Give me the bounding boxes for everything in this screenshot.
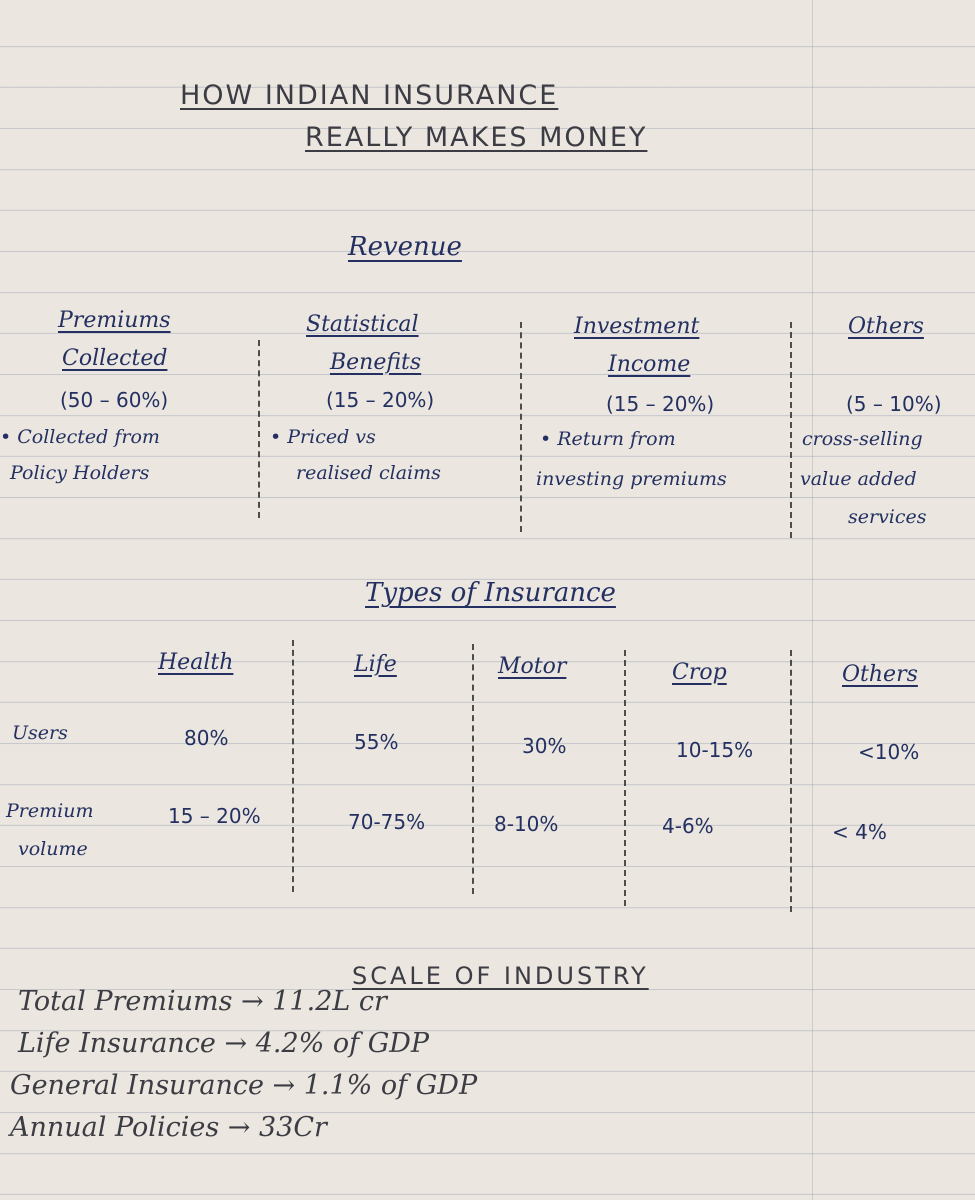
types-row-2-health: 15 – 20% bbox=[168, 804, 261, 828]
types-row-2-label-line-2: volume bbox=[18, 838, 88, 860]
revenue-col-4-note-3: services bbox=[848, 506, 927, 528]
revenue-col-2-note-1: • Priced vs bbox=[270, 426, 376, 448]
revenue-col-3-note-2: investing premiums bbox=[536, 468, 727, 490]
revenue-col-4-note-2: value added bbox=[800, 468, 917, 490]
types-col-others: Others bbox=[842, 662, 918, 687]
scale-heading: SCALE OF INDUSTRY bbox=[352, 962, 649, 990]
types-row-1-life: 55% bbox=[354, 730, 399, 754]
revenue-col-1-note-2: Policy Holders bbox=[10, 462, 150, 484]
types-row-2-crop: 4-6% bbox=[662, 814, 714, 838]
types-col-motor: Motor bbox=[498, 654, 567, 679]
revenue-divider-1 bbox=[258, 340, 260, 518]
revenue-col-2-name-line-1: Statistical bbox=[306, 312, 419, 337]
types-row-2-life: 70-75% bbox=[348, 810, 426, 834]
revenue-col-2-share: (15 – 20%) bbox=[326, 388, 435, 412]
revenue-col-1-name-line-2: Collected bbox=[62, 346, 168, 371]
revenue-col-2-name-line-2: Benefits bbox=[330, 350, 422, 375]
scale-line-total-premiums: Total Premiums → 11.2L cr bbox=[18, 986, 387, 1017]
types-row-2-others: < 4% bbox=[832, 820, 887, 844]
types-col-life: Life bbox=[354, 652, 397, 677]
types-divider-1 bbox=[292, 640, 294, 892]
types-col-health: Health bbox=[158, 650, 234, 675]
revenue-col-4-note-1: cross-selling bbox=[802, 428, 923, 450]
title-line-1: HOW INDIAN INSURANCE bbox=[180, 80, 559, 111]
revenue-divider-3 bbox=[790, 322, 792, 538]
revenue-heading: Revenue bbox=[348, 232, 462, 262]
revenue-col-1-note-1: • Collected from bbox=[0, 426, 160, 448]
revenue-col-3-name-line-1: Investment bbox=[574, 314, 700, 339]
types-row-1-health: 80% bbox=[184, 726, 229, 750]
page-margin-line bbox=[812, 0, 813, 1200]
revenue-col-3-name-line-2: Income bbox=[608, 352, 691, 377]
types-row-1-crop: 10-15% bbox=[676, 738, 754, 762]
types-divider-2 bbox=[472, 644, 474, 894]
types-row-1-motor: 30% bbox=[522, 734, 567, 758]
types-row-1-label: Users bbox=[12, 722, 68, 744]
types-row-2-label-line-1: Premium bbox=[6, 800, 94, 822]
scale-line-annual-policies: Annual Policies → 33Cr bbox=[10, 1112, 327, 1143]
scale-line-general-insurance: General Insurance → 1.1% of GDP bbox=[10, 1070, 478, 1101]
revenue-col-4-share: (5 – 10%) bbox=[846, 392, 942, 416]
types-heading: Types of Insurance bbox=[365, 578, 616, 608]
revenue-col-3-note-1: • Return from bbox=[540, 428, 676, 450]
revenue-col-3-share: (15 – 20%) bbox=[606, 392, 715, 416]
types-row-1-others: <10% bbox=[858, 740, 920, 764]
types-divider-3 bbox=[624, 650, 626, 906]
title-line-2: REALLY MAKES MONEY bbox=[305, 122, 648, 153]
revenue-col-2-note-2: realised claims bbox=[296, 462, 441, 484]
revenue-col-1-name-line-1: Premiums bbox=[58, 308, 171, 333]
types-col-crop: Crop bbox=[672, 660, 727, 685]
scale-line-life-insurance: Life Insurance → 4.2% of GDP bbox=[18, 1028, 430, 1059]
revenue-col-1-share: (50 – 60%) bbox=[60, 388, 169, 412]
types-divider-4 bbox=[790, 650, 792, 912]
revenue-col-4-name: Others bbox=[848, 314, 924, 339]
revenue-divider-2 bbox=[520, 322, 522, 532]
types-row-2-motor: 8-10% bbox=[494, 812, 559, 836]
